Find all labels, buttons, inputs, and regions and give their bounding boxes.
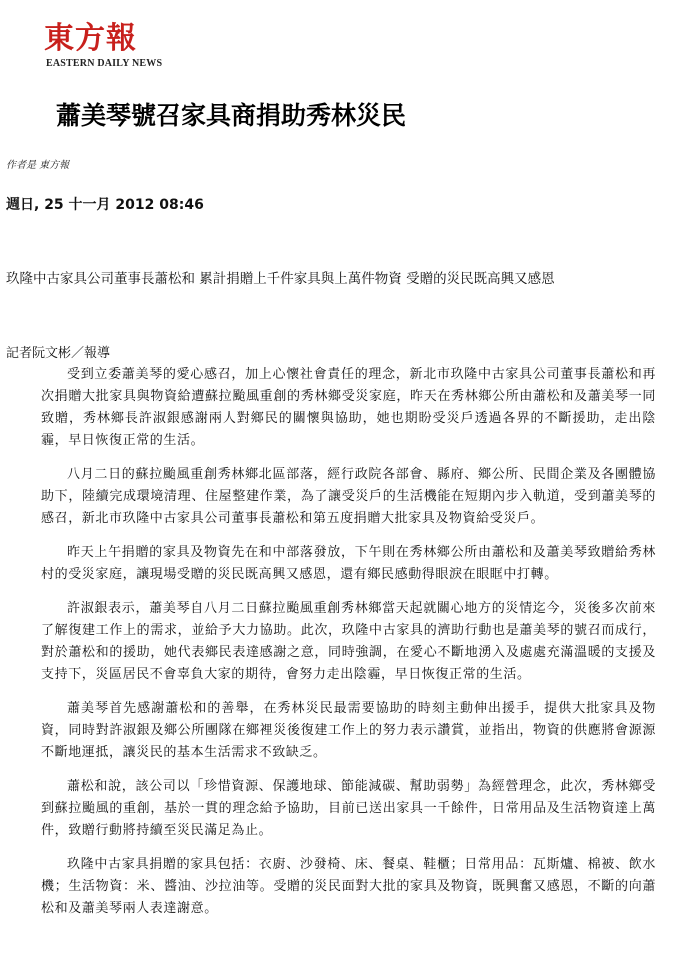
publish-date: 週日, 25 十一月 2012 08:46 <box>6 197 204 213</box>
article-paragraph: 受到立委蕭美琴的愛心感召，加上心懷社會責任的理念，新北市玖隆中古家具公司董事長蕭松和再次捐贈大批家具與物資給遭蘇拉颱風重創的秀林鄉受災家庭，昨天在秀林鄉公所由蕭松和及蕭美琴一同致贈，秀林鄉長許淑銀感謝兩人對鄉民的關懷與協助，她也期盼受災戶透過各界的不斷援助，走出陰霾，早日恢復正常的生活。 <box>41 367 656 448</box>
article-body <box>41 364 656 920</box>
masthead-name-en: EASTERN DAILY NEWS <box>46 58 163 69</box>
masthead-logo <box>40 22 180 69</box>
article-paragraph: 許淑銀表示，蕭美琴自八月二日蘇拉颱風重創秀林鄉當天起就關心地方的災情迄今，災後多次前來了解復建工作上的需求，並給予大力協助。此次，玖隆中古家具的濟助行動也是蕭美琴的號召而成行，對於蕭松和的援助，她代表鄉民表達感謝之意，同時強調，在愛心不斷地湧入及處處充滿溫暖的支援及支持下，災區居民不會辜負大家的期待，會努力走出陰霾，早日恢復正常的生活。 <box>41 601 656 682</box>
reporter-credit: 記者阮文彬／報導 <box>6 346 111 361</box>
article-paragraph: 蕭美琴首先感謝蕭松和的善舉，在秀林災民最需要協助的時刻主動伸出援手，提供大批家具及物資，同時對許淑銀及鄉公所團隊在鄉裡災後復建工作上的努力表示讚賞，並指出，物資的供應將會源源不斷地運抵，讓災民的基本生活需求不致缺乏。 <box>41 701 656 760</box>
article-paragraph: 玖隆中古家具捐贈的家具包括：衣廚、沙發椅、床、餐桌、鞋櫃；日常用品：瓦斯爐、棉被、飲水機；生活物資：米、醬油、沙拉油等。受贈的災民面對大批的家具及物資，既興奮又感恩，不斷的向蕭松和及蕭美琴兩人表達謝意。 <box>41 857 656 916</box>
masthead-name-cn: 東方報 <box>44 21 137 56</box>
article-paragraph: 八月二日的蘇拉颱風重創秀林鄉北區部落，經行政院各部會、縣府、鄉公所、民間企業及各團體協助下，陸續完成環境清理、住屋整建作業，為了讓受災戶的生活機能在短期內步入軌道，受到蕭美琴的感召，新北市玖隆中古家具公司董事長蕭松和第五度捐贈大批家具及物資給受災戶。 <box>41 467 656 526</box>
byline: 作者是 東方報 <box>6 160 70 171</box>
article-paragraph: 蕭松和說，該公司以「珍惜資源、保護地球、節能減碳、幫助弱勢」為經營理念，此次，秀林鄉受到蘇拉颱風的重創，基於一貫的理念給予協助，目前已送出家具一千餘件，日常用品及生活物資達上萬件，致贈行動將持續至災民滿足為止。 <box>41 779 656 838</box>
article-headline: 蕭美琴號召家具商捐助秀林災民 <box>56 101 407 130</box>
article-paragraph: 昨天上午捐贈的家具及物資先在和中部落發放，下午則在秀林鄉公所由蕭松和及蕭美琴致贈給秀林村的受災家庭，讓現場受贈的災民既高興又感恩，還有鄉民感動得眼淚在眼眶中打轉。 <box>41 545 656 582</box>
article-subtitle: 玖隆中古家具公司董事長蕭松和 累計捐贈上千件家具與上萬件物資 受贈的災民既高興又感恩 <box>6 271 555 287</box>
